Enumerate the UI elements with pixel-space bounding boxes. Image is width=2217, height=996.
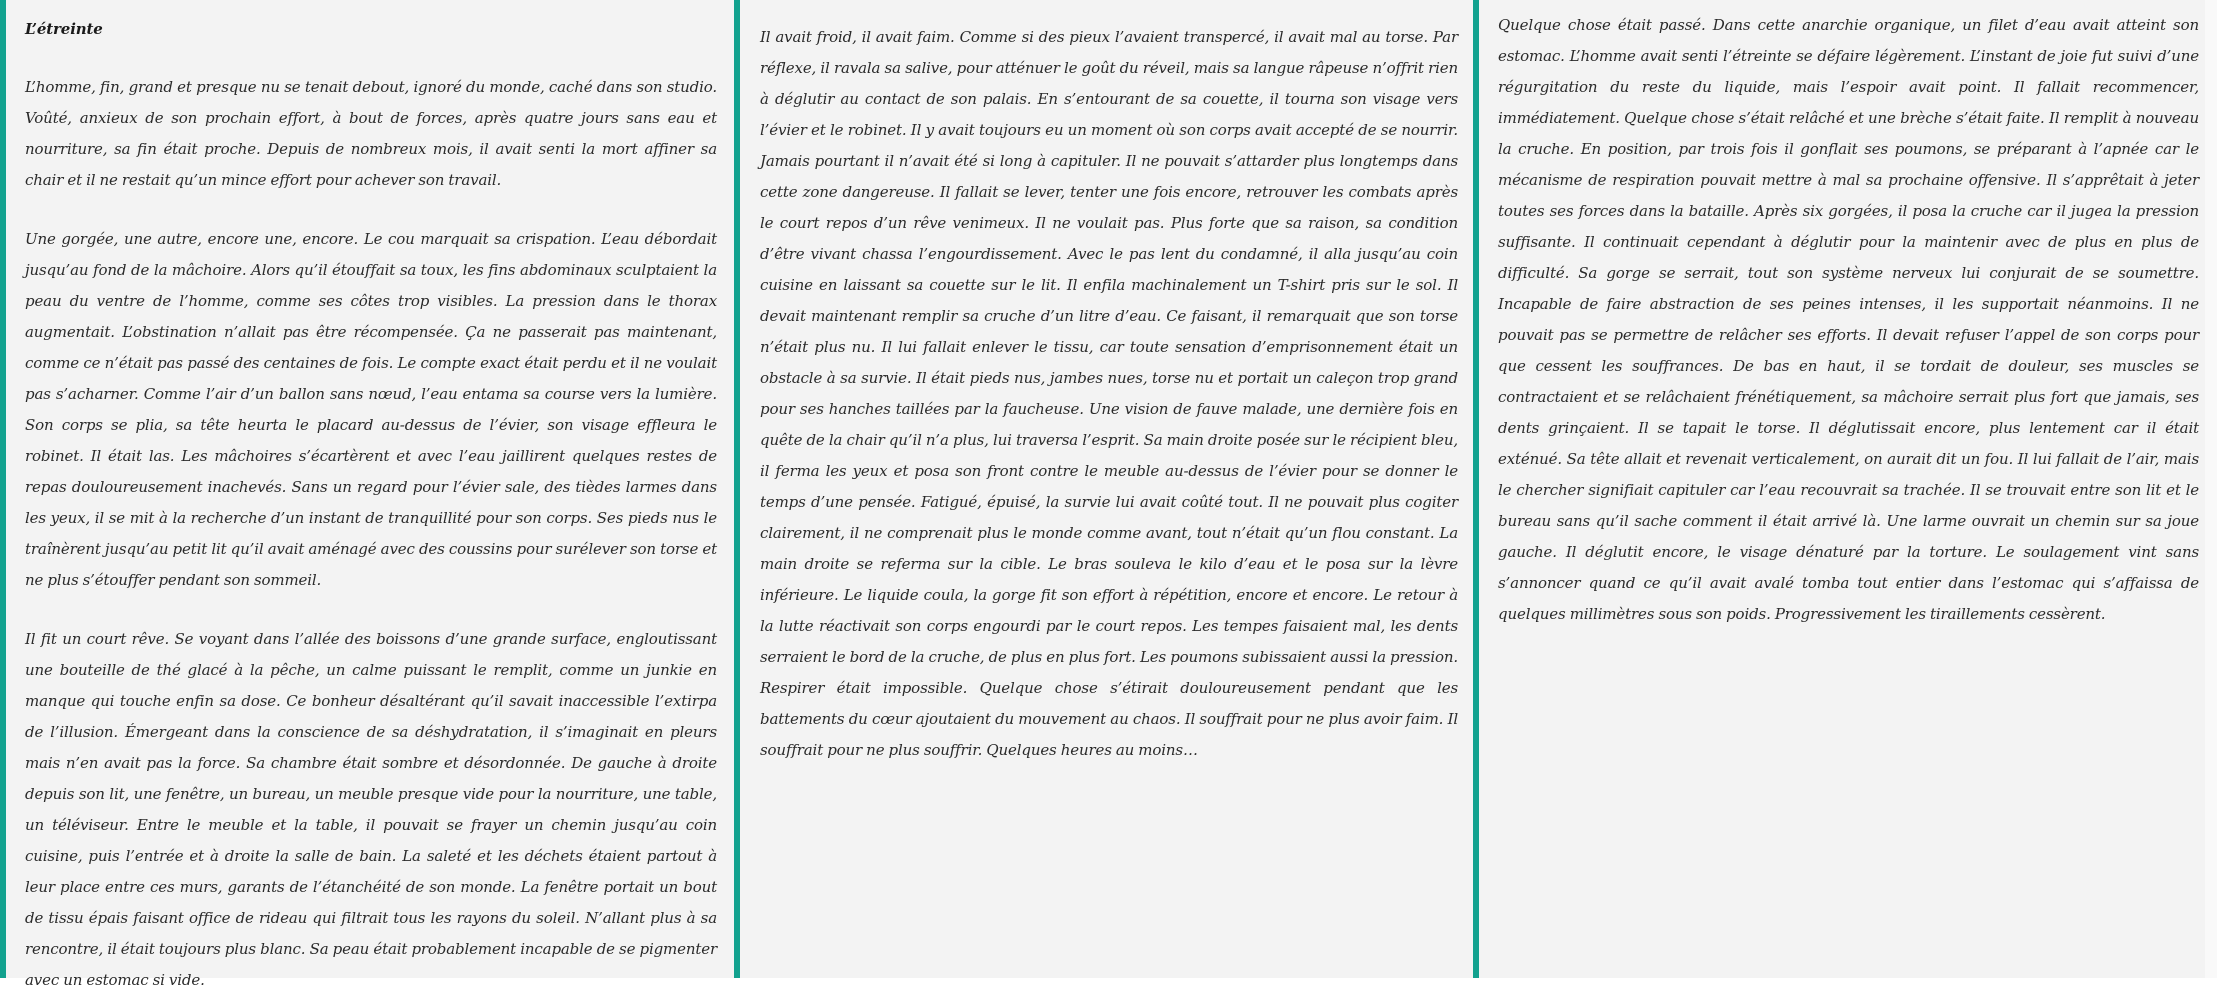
story-title: L’étreinte (25, 20, 103, 38)
paragraph: L’homme, fin, grand et presque nu se tenait debout, ignoré du monde, caché dans son studio. Voûté, anxieux de son prochain effort, à bout de forces, après quatre jours sans eau et nourriture, sa fin était proche. Depuis de nombreux mois, il avait senti la mort affiner sa chair et il ne restait qu’un mince effort pour achever son travail. (25, 78, 717, 189)
column-2-content (740, 0, 1473, 766)
paragraph: Il fit un court rêve. Se voyant dans l’allée des boissons d’une grande surface, engloutissant une bouteille de thé glacé à la pêche, un calme puissant le remplit, comme un junkie en manque qui touche enfin sa dose. Ce bonheur désaltérant qu’il savait inaccessible l’extirpa de l’illusion. Émergeant dans la conscience de sa déshydratation, il s’imaginait en pleurs mais n’en avait pas la force. Sa chambre était sombre et désordonnée. De gauche à droite depuis son lit, une fenêtre, un bureau, un meuble presque vide pour la nourriture, une table, un téléviseur. Entre le meuble et la table, il pouvait se frayer un chemin jusqu’au coin cuisine, puis l’entrée et à droite la salle de bain. La saleté et les déchets étaient partout à leur place entre ces murs, garants de l’étanchéité de son monde. La fenêtre portait un bout de tissu épais faisant office de rideau qui filtrait tous les rayons du soleil. N’allant plus à sa rencontre, il était toujours plus blanc. Sa peau était probablement incapable de se pigmenter avec un estomac si vide. (25, 630, 717, 989)
paragraph: Quelque chose était passé. Dans cette anarchie organique, un filet d’eau avait atteint son estomac. L’homme avait senti l’étreinte se défaire légèrement. L’instant de joie fut suivi d’une régurgitation du reste du liquide, mais l’espoir avait point. Il fallait recommencer, immédiatement. Quelque chose s’était relâché et une brèche s’était faite. Il remplit à nouveau la cruche. En position, par trois fois il gonflait ses poumons, se préparant à l’apnée car le mécanisme de respiration pouvait mettre à mal sa prochaine offensive. Il s’apprêtait à jeter toutes ses forces dans la bataille. Après six gorgées, il posa la cruche car il jugea la pression suffisante. Il continuait cependant à déglutir pour la maintenir avec de plus en plus de difficulté. Sa gorge se serrait, tout son système nerveux lui conjurait de se soumettre. Incapable de faire abstraction de ses peines intenses, il les supportait néanmoins. Il ne pouvait pas se permettre de relâcher ses efforts. Il devait refuser l’appel de son corps pour que cessent les souffrances. De bas en haut, il se tordait de douleur, ses muscles se contractaient et se relâchaient frénétiquement, sa mâchoire serrait plus fort que jamais, ses dents grinçaient. Il se tapait le torse. Il déglutissait encore, plus lentement car il était exténué. Sa tête allait et revenait verticalement, on aurait dit un fou. Il lui fallait de l’air, mais le chercher signifiait capituler car l’eau recouvrait sa trachée. Il se trouvait entre son lit et le bureau sans qu’il sache comment il était arrivé là. Une larme ouvrait un chemin sur sa joue gauche. Il déglutit encore, le visage dénaturé par la torture. Le soulagement vint sans s’annoncer quand ce qu’il avait avalé tomba tout entier dans l’estomac qui s’affaissa de quelques millimètres sous son poids. Progressivement les tiraillements cessèrent. (1498, 16, 2199, 623)
text-column-1 (0, 0, 734, 989)
text-column-3 (1473, 0, 2205, 978)
paragraph: Il avait froid, il avait faim. Comme si des pieux l’avaient transpercé, il avait mal au torse. Par réflexe, il ravala sa salive, pour atténuer le goût du réveil, mais sa langue râpeuse n’offrit rien à déglutir au contact de son palais. En s’entourant de sa couette, il tourna son visage vers l’évier et le robinet. Il y avait toujours eu un moment où son corps avait accepté de se nourrir. Jamais pourtant il n’avait été si long à capituler. Il ne pouvait s’attarder plus longtemps dans cette zone dangereuse. Il fallait se lever, tenter une fois encore, retrouver les combats après le court repos d’un rêve venimeux. Il ne voulait pas. Plus forte que sa raison, sa condition d’être vivant chassa l’engourdissement. Avec le pas lent du condamné, il alla jusqu’au coin cuisine en laissant sa couette sur le lit. Il enfila machinalement un T-shirt pris sur le sol. Il devait maintenant remplir sa cruche d’un litre d’eau. Ce faisant, il remarquait que son torse n’était plus nu. Il lui fallait enlever le tissu, car toute sensation d’emprisonnement était un obstacle à sa survie. Il était pieds nus, jambes nues, torse nu et portait un caleçon trop grand pour ses hanches taillées par la faucheuse. Une vision de fauve malade, une dernière fois en quête de la chair qu’il n’a plus, lui traversa l’esprit. Sa main droite posée sur le récipient bleu, il ferma les yeux et posa son front contre le meuble au-dessus de l’évier pour se donner le temps d’une pensée. Fatigué, épuisé, la survie lui avait coûté tout. Il ne pouvait plus cogiter clairement, il ne comprenait plus le monde comme avant, tout n’était qu’un flou constant. La main droite se referma sur la cible. Le bras souleva le kilo d’eau et le posa sur la lèvre inférieure. Le liquide coula, la gorge fit son effort à répétition, encore et encore. Le retour à la lutte réactivait son corps engourdi par le court repos. Les tempes faisaient mal, les dents serraient le bord de la cruche, de plus en plus fort. Les poumons subissaient aussi la pression. Respirer était impossible. Quelque chose s’étirait douloureusement pendant que les battements du cœur ajoutaient du mouvement au chaos. Il souffrait pour ne plus avoir faim. Il souffrait pour ne plus souffrir. Quelques heures au moins… (760, 28, 1458, 759)
column-1-content (6, 0, 734, 996)
page-edge (2205, 0, 2217, 978)
paragraph: Une gorgée, une autre, encore une, encore. Le cou marquait sa crispation. L’eau débordait jusqu’au fond de la mâchoire. Alors qu’il étouffait sa toux, les fins abdominaux sculptaient la peau du ventre de l’homme, comme ses côtes trop visibles. La pression dans le thorax augmentait. L’obstination n’allait pas être récompensée. Ça ne passerait pas maintenant, comme ce n’était pas passé des centaines de fois. Le compte exact était perdu et il ne voulait pas s’acharner. Comme l’air d’un ballon sans nœud, l’eau entama sa course vers la lumière. Son corps se plia, sa tête heurta le placard au-dessus de l’évier, son visage effleura le robinet. Il était las. Les mâchoires s’écartèrent et avec l’eau jaillirent quelques restes de repas douloureusement inachevés. Sans un regard pour l’évier sale, des tièdes larmes dans les yeux, il se mit à la recherche d’un instant de tranquillité pour son corps. Ses pieds nus le traînèrent jusqu’au petit lit qu’il avait aménagé avec des coussins pour surélever son torse et ne plus s’étouffer pendant son sommeil. (25, 230, 717, 589)
text-column-2 (734, 0, 1473, 978)
column-3-content (1479, 0, 2205, 630)
